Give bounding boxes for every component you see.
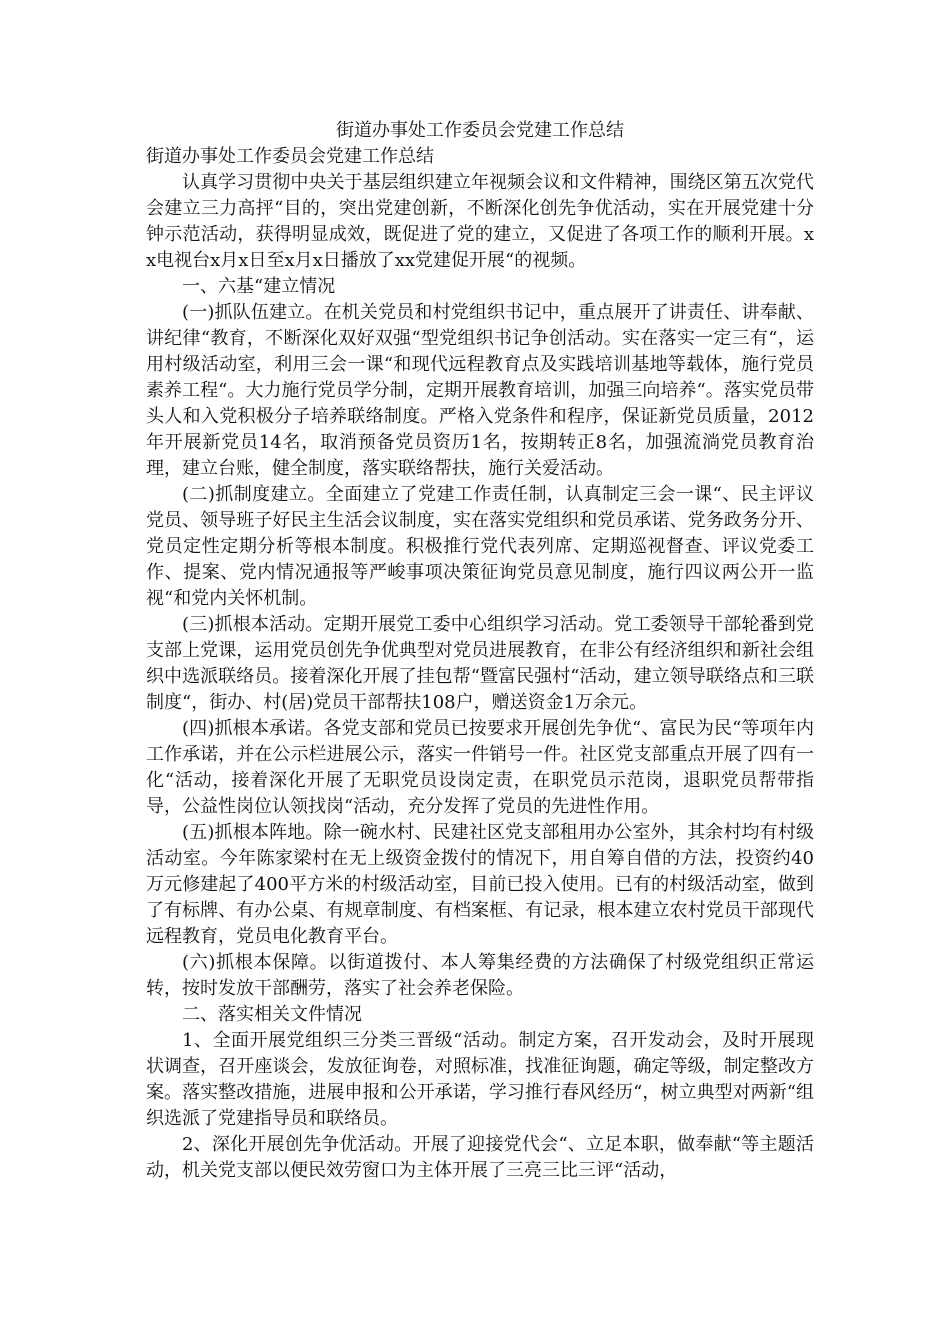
section-1-paragraph-2: (二)抓制度建立。全面建立了党建工作责任制，认真制定三会一课“、民主评议党员、领导班子好民主生活会议制度，实在落实党组织和党员承诺、党务政务分开、党员定性定期分析等根本制度。积极推行党代表列席、定期巡视督查、评议党委工作、提案、党内情况通报等严峻事项决策征询党员意见制度，施行四议两公开一监视“和党内关怀机制。 [146, 484, 814, 609]
section-1-paragraph-5: (五)抓根本阵地。除一碗水村、民建社区党支部租用办公室外，其余村均有村级活动室。今年陈家梁村在无上级资金拨付的情况下，用自筹自借的方法，投资约40万元修建起了400平方米的村级活动室，目前已投入使用。已有的村级活动室，做到了有标牌、有办公桌、有规章制度、有档案框、有记录，根本建立农村党员干部现代远程教育，党员电化教育平台。 [146, 822, 814, 947]
section-2-heading: 二、落实相关文件情况 [182, 1004, 362, 1025]
section-2-paragraph-2: 2、深化开展创先争优活动。开展了迎接党代会“、立足本职，做奉献“等主题活动，机关党支部以便民效劳窗口为主体开展了三亮三比三评“活动， [146, 1134, 814, 1181]
document-page [146, 118, 814, 1184]
section-1-paragraph-1: (一)抓队伍建立。在机关党员和村党组织书记中，重点展开了讲责任、讲奉献、讲纪律“教育，不断深化双好双强“型党组织书记争创活动。实在落实一定三有“，运用村级活动室，利用三会一课“和现代远程教育点及实践培训基地等载体，施行党员素养工程“。大力施行党员学分制，定期开展教育培训，加强三向培养“。落实党员带头人和入党积极分子培养联络制度。严格入党条件和程序，保证新党员质量，2012年开展新党员14名，取消预备党员资历1名，按期转正8名，加强流淌党员教育治理，建立台账，健全制度，落实联络帮扶，施行关爱活动。 [146, 302, 814, 479]
section-1-heading: 一、六基“建立情况 [182, 276, 336, 297]
intro-paragraph: 认真学习贯彻中央关于基层组织建立年视频会议和文件精神，围绕区第五次党代会建立三力高抨“目的，突出党建创新，不断深化创先争优活动，实在开展党建十分钟示范活动，获得明显成效，既促进了党的建立，又促进了各项工作的顺利开展。xx电视台x月x日至x月x日播放了xx党建促开展“的视频。 [146, 172, 814, 271]
document-subtitle: 街道办事处工作委员会党建工作总结 [146, 146, 434, 167]
section-1-paragraph-3: (三)抓根本活动。定期开展党工委中心组织学习活动。党工委领导干部轮番到党支部上党课，运用党员创先争优典型对党员进展教育，在非公有经济组织和新社会组织中选派联络员。接着深化开展了挂包帮“暨富民强村“活动，建立领导联络点和三联制度“，街办、村(居)党员干部帮扶108户，赠送资金1万余元。 [146, 614, 814, 713]
document-title: 街道办事处工作委员会党建工作总结 [336, 120, 624, 141]
section-2-paragraph-1: 1、全面开展党组织三分类三晋级“活动。制定方案，召开发动会，及时开展现状调查，召开座谈会，发放征询卷，对照标准，找准征询题，确定等级，制定整改方案。落实整改措施，进展申报和公开承诺，学习推行春风经历“，树立典型对两新“组织选派了党建指导员和联络员。 [146, 1030, 814, 1129]
section-1-paragraph-4: (四)抓根本承诺。各党支部和党员已按要求开展创先争优“、富民为民“等项年内工作承诺，并在公示栏进展公示，落实一件销号一件。社区党支部重点开展了四有一化“活动，接着深化开展了无职党员设岗定责，在职党员示范岗，退职党员帮带指导，公益性岗位认领找岗“活动，充分发挥了党员的先进性作用。 [146, 718, 814, 817]
section-1-paragraph-6: (六)抓根本保障。以街道拨付、本人筹集经费的方法确保了村级党组织正常运转，按时发放干部酬劳，落实了社会养老保险。 [146, 952, 814, 999]
